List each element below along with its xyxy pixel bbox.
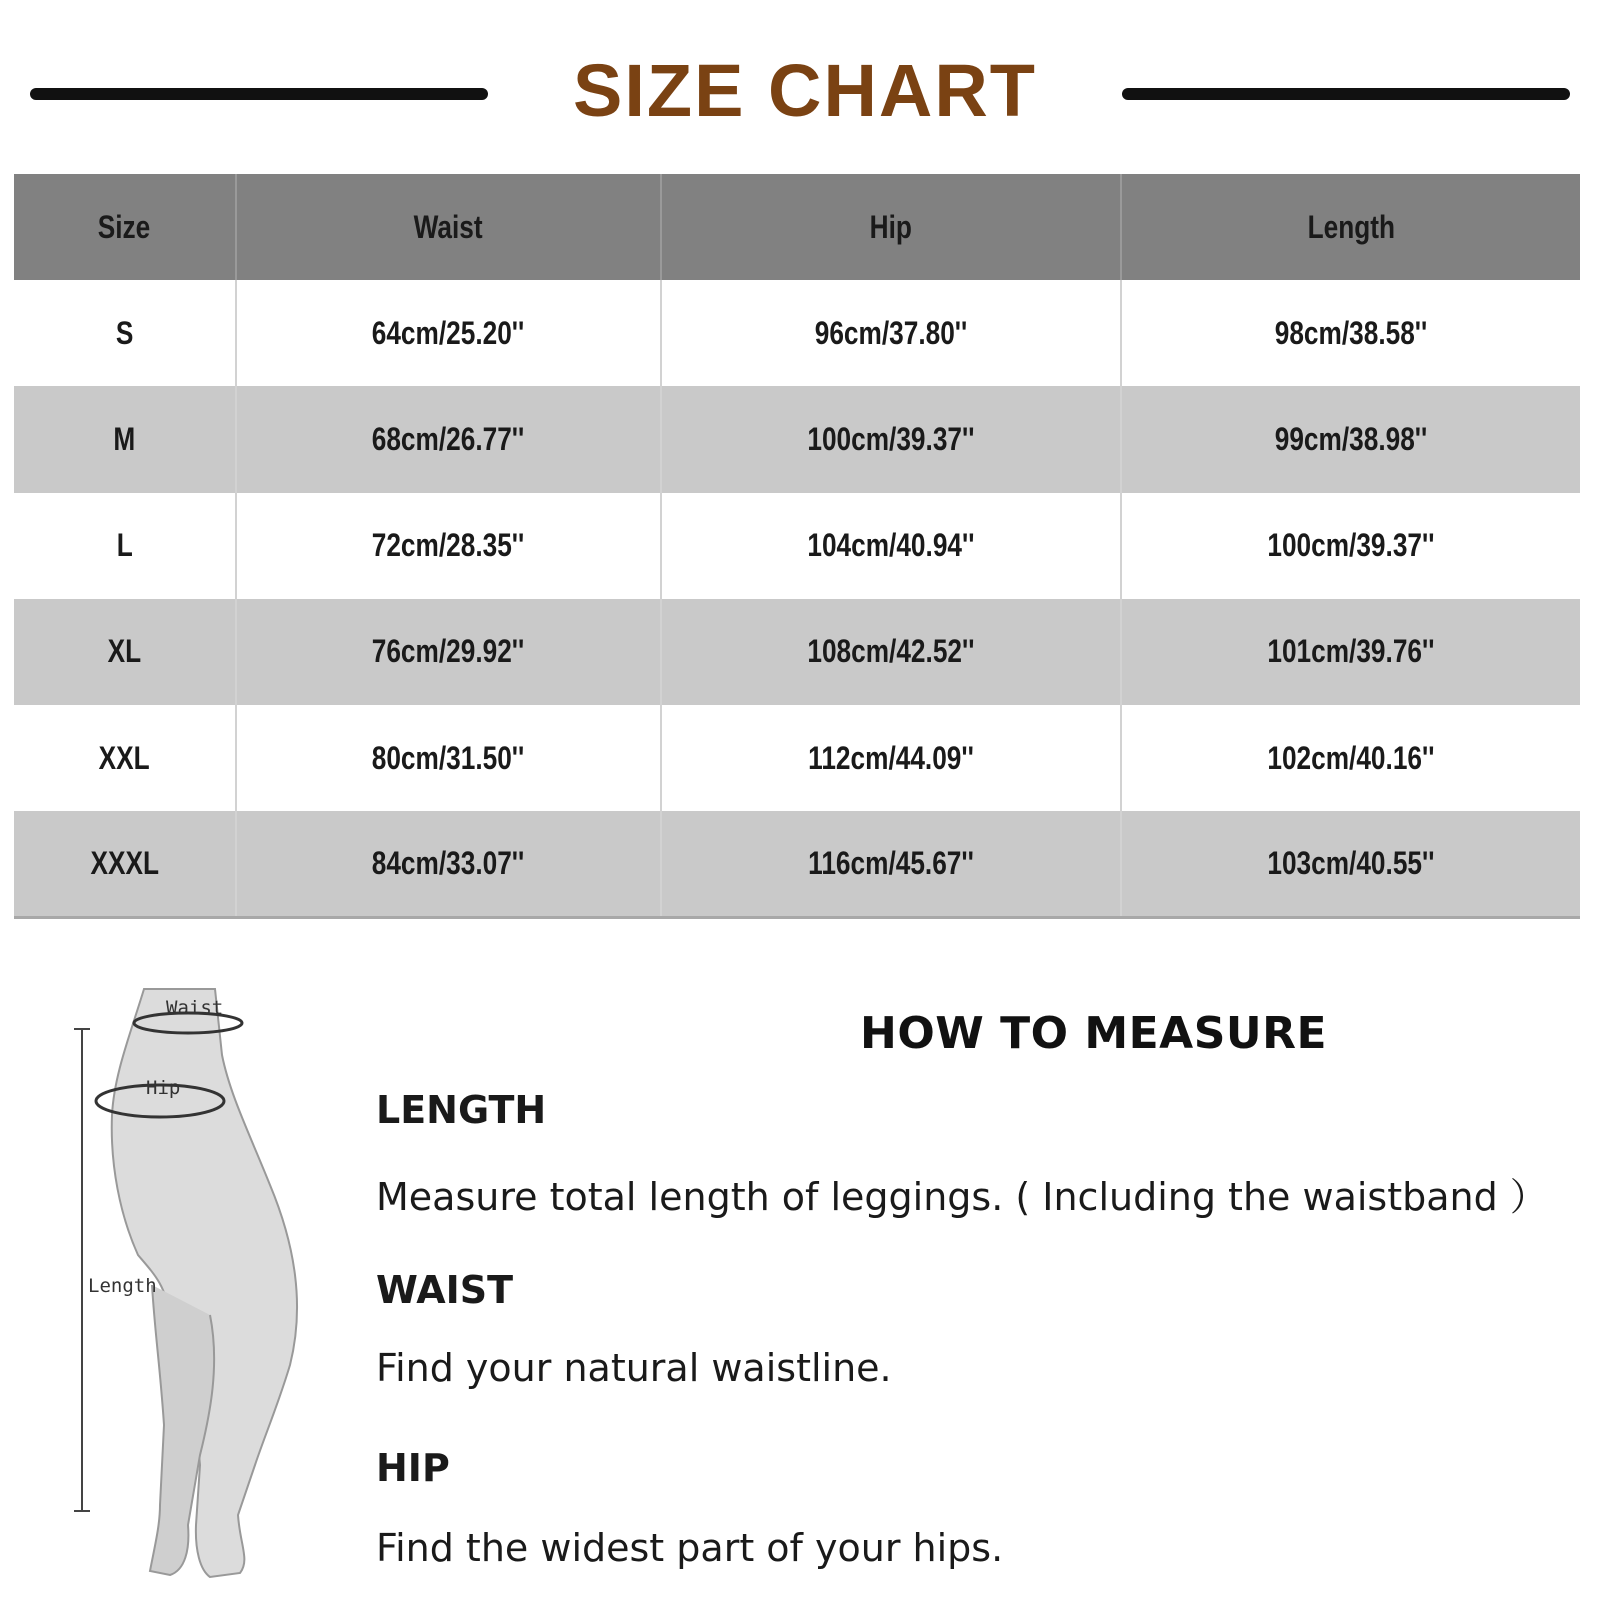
table-header-row [14, 174, 1580, 280]
waist-cell: 76cm/29.92'' [236, 599, 661, 705]
waist-cell: 68cm/26.77'' [236, 386, 661, 492]
length-cell: 100cm/39.37'' [1121, 493, 1580, 599]
table-row [14, 811, 1580, 917]
hip-figure-label: Hip [146, 1077, 181, 1099]
hip-description: Find the widest part of your hips. [376, 1526, 1004, 1570]
column-header-length: Length [1121, 174, 1580, 280]
hip-cell: 100cm/39.37'' [661, 386, 1121, 492]
table-row [14, 493, 1580, 599]
column-header-waist: Waist [236, 174, 661, 280]
size-cell: XXL [98, 739, 151, 776]
how-to-measure-title: HOW TO MEASURE [860, 1008, 1328, 1059]
size-cell: XL [107, 633, 142, 670]
waist-heading: WAIST [376, 1268, 514, 1312]
size-chart-table [14, 174, 1580, 919]
length-figure-label: Length [88, 1275, 157, 1297]
hip-heading: HIP [376, 1446, 450, 1490]
size-cell: L [116, 527, 133, 564]
hip-cell: 108cm/42.52'' [661, 599, 1121, 705]
waist-cell: 80cm/31.50'' [236, 705, 661, 811]
header-rule-left [30, 88, 488, 100]
hip-cell: 112cm/44.09'' [661, 705, 1121, 811]
length-cell: 101cm/39.76'' [1121, 599, 1580, 705]
column-header-size: Size [98, 208, 151, 245]
hip-cell: 116cm/45.67'' [661, 811, 1121, 917]
waist-cell: 84cm/33.07'' [236, 811, 661, 917]
table-row [14, 705, 1580, 811]
length-cell: 98cm/38.58'' [1121, 280, 1580, 386]
column-header-hip: Hip [661, 174, 1121, 280]
waist-description: Find your natural waistline. [376, 1346, 892, 1390]
length-description: Measure total length of leggings. ( Including the waistband ） [376, 1175, 1548, 1219]
length-heading: LENGTH [376, 1088, 547, 1132]
table-row [14, 280, 1580, 386]
waist-cell: 72cm/28.35'' [236, 493, 661, 599]
size-cell: S [115, 314, 134, 351]
table-row [14, 599, 1580, 705]
leggings-illustration [60, 985, 350, 1595]
page-title: SIZE CHART [573, 48, 1037, 132]
waist-cell: 64cm/25.20'' [236, 280, 661, 386]
length-cell: 102cm/40.16'' [1121, 705, 1580, 811]
size-cell: M [113, 420, 136, 457]
length-cell: 103cm/40.55'' [1121, 811, 1580, 917]
header-rule-right [1122, 88, 1570, 100]
length-cell: 99cm/38.98'' [1121, 386, 1580, 492]
hip-cell: 96cm/37.80'' [661, 280, 1121, 386]
size-cell: XXXL [90, 845, 159, 882]
waist-figure-label: Waist [166, 997, 224, 1019]
table-row [14, 386, 1580, 492]
hip-cell: 104cm/40.94'' [661, 493, 1121, 599]
